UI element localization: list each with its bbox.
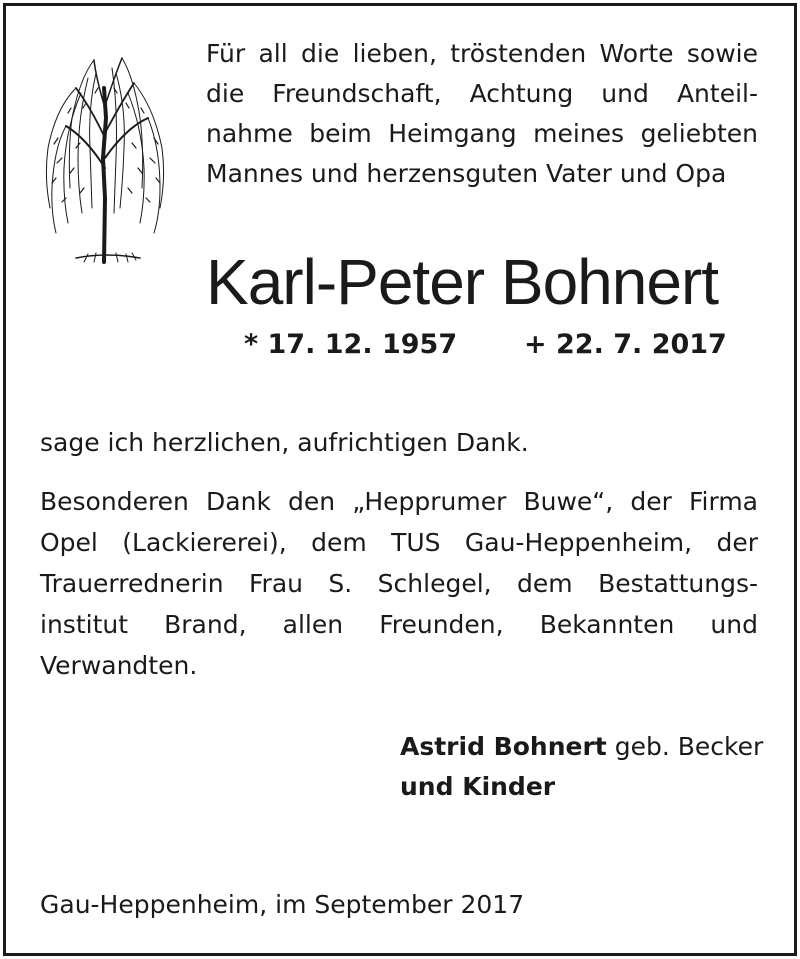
birth-date: * 17. 12. 1957 bbox=[244, 329, 458, 360]
signature-name: Astrid Bohnert bbox=[400, 732, 607, 761]
intro-line: die Freundschaft, Achtung und Anteil- bbox=[206, 79, 758, 108]
death-date: + 22. 7. 2017 bbox=[524, 329, 727, 360]
special-line: Trauerrednerin Frau S. Schlegel, dem Bestattungs- bbox=[40, 569, 758, 598]
special-line: Verwandten. bbox=[40, 651, 198, 680]
special-line: Opel (Lackiererei), dem TUS Gau-Heppenheim, der bbox=[40, 528, 758, 557]
intro-text bbox=[206, 34, 758, 194]
weeping-willow-icon bbox=[36, 48, 176, 266]
special-thanks bbox=[40, 481, 758, 686]
thanks-text: sage ich herzlichen, aufrichtigen Dank. bbox=[40, 428, 529, 457]
signature-nee: geb. Becker bbox=[614, 732, 764, 761]
place-date: Gau-Heppenheim, im September 2017 bbox=[40, 890, 525, 919]
intro-line: nahme beim Heimgang meines geliebten bbox=[206, 119, 758, 148]
deceased-name: Karl-Peter Bohnert bbox=[206, 246, 719, 318]
signature-children: und Kinder bbox=[400, 772, 556, 801]
signature bbox=[400, 727, 763, 807]
intro-line: Mannes und herzensguten Vater und Opa bbox=[206, 159, 727, 188]
special-line: institut Brand, allen Freunden, Bekannten und bbox=[40, 610, 758, 639]
intro-line: Für all die lieben, tröstenden Worte sowie bbox=[206, 39, 758, 68]
special-line: Besonderen Dank den „Hepprumer Buwe“, der Firma bbox=[40, 487, 758, 516]
